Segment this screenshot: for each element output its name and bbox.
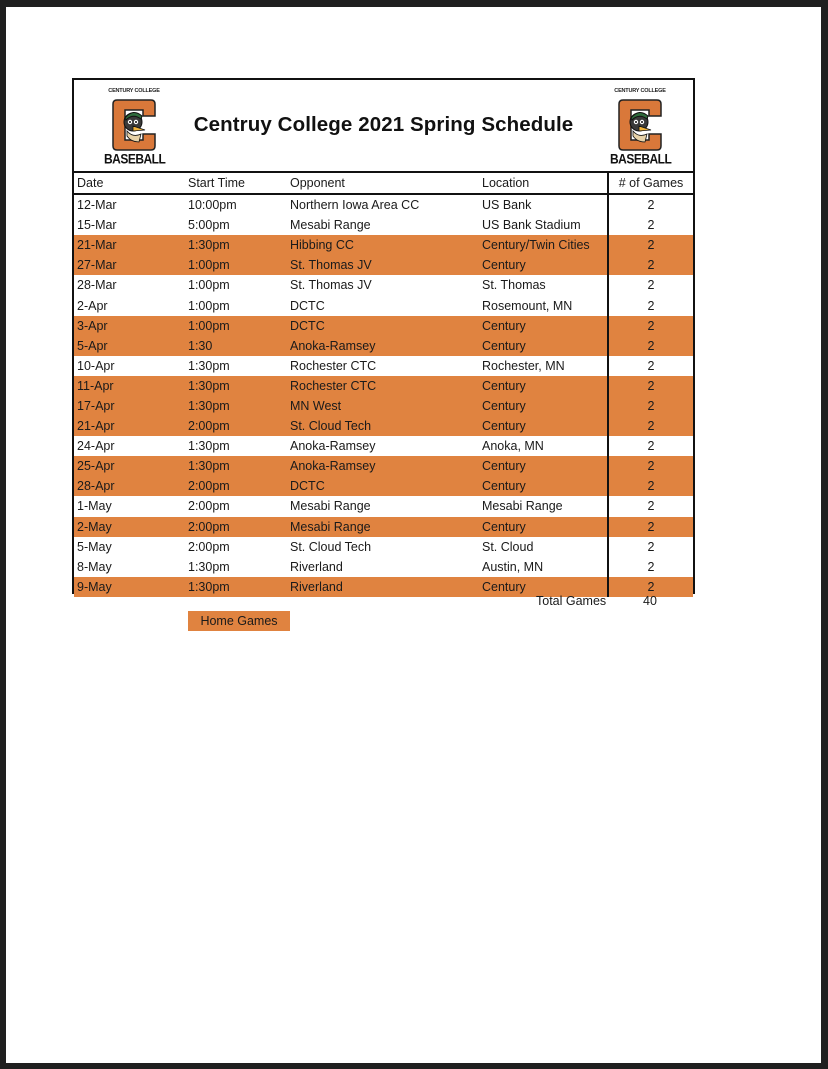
table-row [74, 517, 693, 537]
location-cell: Century [482, 416, 608, 436]
games-cell: 2 [608, 215, 693, 235]
table-row [74, 194, 693, 215]
start-time-cell: 1:00pm [188, 298, 230, 313]
logo-top-text: CENTURY COLLEGE [108, 88, 160, 94]
opponent-cell: DCTC [290, 476, 482, 496]
date-cell: 28-Apr [74, 476, 188, 496]
date-cell: 25-Apr [74, 456, 188, 476]
location-cell: St. Cloud [482, 539, 534, 554]
total-games-label: Total Games [536, 594, 607, 608]
start-time-cell: 2:00pm [188, 539, 230, 554]
table-row [74, 557, 693, 577]
table-header-row [74, 173, 693, 194]
logo-top-text: CENTURY COLLEGE [614, 88, 666, 94]
column-header-location: Location [482, 173, 608, 194]
schedule-header [74, 80, 693, 173]
start-time-cell: 1:30pm [188, 439, 230, 454]
column-header-games: # of Games [608, 173, 693, 194]
start-time-cell: 10:00pm [188, 198, 237, 213]
games-cell: 2 [608, 275, 693, 295]
location-cell: Century [482, 476, 608, 496]
location-cell: Century [482, 316, 608, 336]
start-time-cell: 5:00pm [188, 218, 230, 233]
opponent-cell: Anoka-Ramsey [290, 439, 376, 454]
table-row [74, 496, 693, 516]
column-header-date: Date [74, 173, 188, 194]
start-time-cell: 2:00pm [188, 416, 290, 436]
opponent-cell: MN West [290, 396, 482, 416]
location-cell: Century [482, 376, 608, 396]
start-time-cell: 1:30 [188, 336, 290, 356]
page-title: Centruy College 2021 Spring Schedule [193, 113, 574, 136]
date-cell: 1-May [77, 499, 112, 514]
total-games-value: 40 [643, 594, 657, 608]
start-time-cell: 2:00pm [188, 476, 290, 496]
logo-bottom-text: BASEBALL [610, 150, 672, 168]
location-cell: Mesabi Range [482, 499, 563, 514]
opponent-cell: Riverland [290, 559, 343, 574]
start-time-cell: 1:30pm [188, 559, 230, 574]
date-cell: 11-Apr [74, 376, 188, 396]
table-row [74, 396, 693, 416]
start-time-cell: 2:00pm [188, 499, 230, 514]
opponent-cell: St. Cloud Tech [290, 416, 482, 436]
games-cell: 2 [608, 416, 693, 436]
location-cell: Century/Twin Cities [482, 235, 608, 255]
table-row [74, 215, 693, 235]
schedule-frame [72, 78, 695, 594]
games-cell: 2 [608, 537, 693, 557]
date-cell: 9-May [74, 577, 188, 597]
column-header-opponent: Opponent [290, 173, 482, 194]
location-cell: US Bank [482, 198, 532, 213]
location-cell: Century [482, 336, 608, 356]
opponent-cell: Riverland [290, 577, 482, 597]
start-time-cell: 1:30pm [188, 396, 290, 416]
location-cell: Century [482, 456, 608, 476]
opponent-cell: St. Thomas JV [290, 278, 372, 293]
schedule-table [74, 173, 693, 597]
opponent-cell: Northern Iowa Area CC [290, 198, 420, 213]
games-cell: 2 [608, 476, 693, 496]
table-row [74, 235, 693, 255]
date-cell: 5-May [77, 539, 112, 554]
games-cell: 2 [608, 255, 693, 275]
mascot-icon [617, 96, 663, 154]
games-cell: 2 [608, 456, 693, 476]
start-time-cell: 1:30pm [188, 456, 290, 476]
start-time-cell: 1:30pm [188, 358, 230, 373]
date-cell: 24-Apr [77, 439, 115, 454]
opponent-cell: St. Cloud Tech [290, 539, 372, 554]
schedule-rows [74, 194, 693, 597]
opponent-cell: Rochester CTC [290, 358, 377, 373]
date-cell: 21-Mar [74, 235, 188, 255]
date-cell: 3-Apr [74, 316, 188, 336]
location-cell: Century [482, 517, 608, 537]
games-cell: 2 [608, 295, 693, 315]
table-row [74, 376, 693, 396]
opponent-cell: Hibbing CC [290, 235, 482, 255]
games-cell: 2 [608, 356, 693, 376]
location-cell: Rochester, MN [482, 358, 565, 373]
start-time-cell: 1:00pm [188, 255, 290, 275]
opponent-cell: DCTC [290, 298, 325, 313]
date-cell: 8-May [77, 559, 112, 574]
date-cell: 12-Mar [77, 198, 117, 213]
table-row [74, 356, 693, 376]
games-cell: 2 [608, 336, 693, 356]
table-row [74, 255, 693, 275]
date-cell: 5-Apr [74, 336, 188, 356]
games-cell: 2 [608, 194, 693, 215]
location-cell: Anoka, MN [482, 439, 544, 454]
location-cell: Century [482, 396, 608, 416]
date-cell: 17-Apr [74, 396, 188, 416]
opponent-cell: St. Thomas JV [290, 255, 482, 275]
games-cell: 2 [608, 557, 693, 577]
games-cell: 2 [608, 376, 693, 396]
games-cell: 2 [608, 517, 693, 537]
opponent-cell: Mesabi Range [290, 499, 371, 514]
table-row [74, 537, 693, 557]
start-time-cell: 1:30pm [188, 235, 290, 255]
start-time-cell: 1:00pm [188, 278, 230, 293]
opponent-cell: Mesabi Range [290, 517, 482, 537]
games-cell: 2 [608, 577, 693, 597]
table-row [74, 476, 693, 496]
column-header-start-time: Start Time [188, 173, 290, 194]
date-cell: 21-Apr [74, 416, 188, 436]
games-cell: 2 [608, 436, 693, 456]
location-cell: St. Thomas [482, 278, 546, 293]
date-cell: 2-Apr [77, 298, 108, 313]
location-cell: US Bank Stadium [482, 218, 581, 233]
date-cell: 28-Mar [77, 278, 117, 293]
games-cell: 2 [608, 396, 693, 416]
table-row [74, 295, 693, 315]
opponent-cell: DCTC [290, 316, 482, 336]
start-time-cell: 1:30pm [188, 577, 290, 597]
games-cell: 2 [608, 316, 693, 336]
baseball-logo-right [610, 88, 670, 166]
home-games-legend: Home Games [188, 611, 290, 631]
table-row [74, 275, 693, 295]
table-row [74, 316, 693, 336]
location-cell: Century [482, 577, 608, 597]
start-time-cell: 1:30pm [188, 376, 290, 396]
start-time-cell: 2:00pm [188, 517, 290, 537]
games-cell: 2 [608, 235, 693, 255]
games-cell: 2 [608, 496, 693, 516]
table-row [74, 336, 693, 356]
date-cell: 15-Mar [77, 218, 117, 233]
start-time-cell: 1:00pm [188, 316, 290, 336]
opponent-cell: Mesabi Range [290, 218, 371, 233]
table-row [74, 436, 693, 456]
document-page [6, 7, 821, 1063]
table-row [74, 456, 693, 476]
date-cell: 27-Mar [74, 255, 188, 275]
opponent-cell: Anoka-Ramsey [290, 456, 482, 476]
date-cell: 10-Apr [77, 358, 115, 373]
location-cell: Century [482, 255, 608, 275]
logo-bottom-text: BASEBALL [104, 150, 166, 168]
date-cell: 2-May [74, 517, 188, 537]
table-row [74, 416, 693, 436]
location-cell: Austin, MN [482, 559, 544, 574]
opponent-cell: Anoka-Ramsey [290, 336, 482, 356]
location-cell: Rosemount, MN [482, 298, 573, 313]
opponent-cell: Rochester CTC [290, 376, 482, 396]
